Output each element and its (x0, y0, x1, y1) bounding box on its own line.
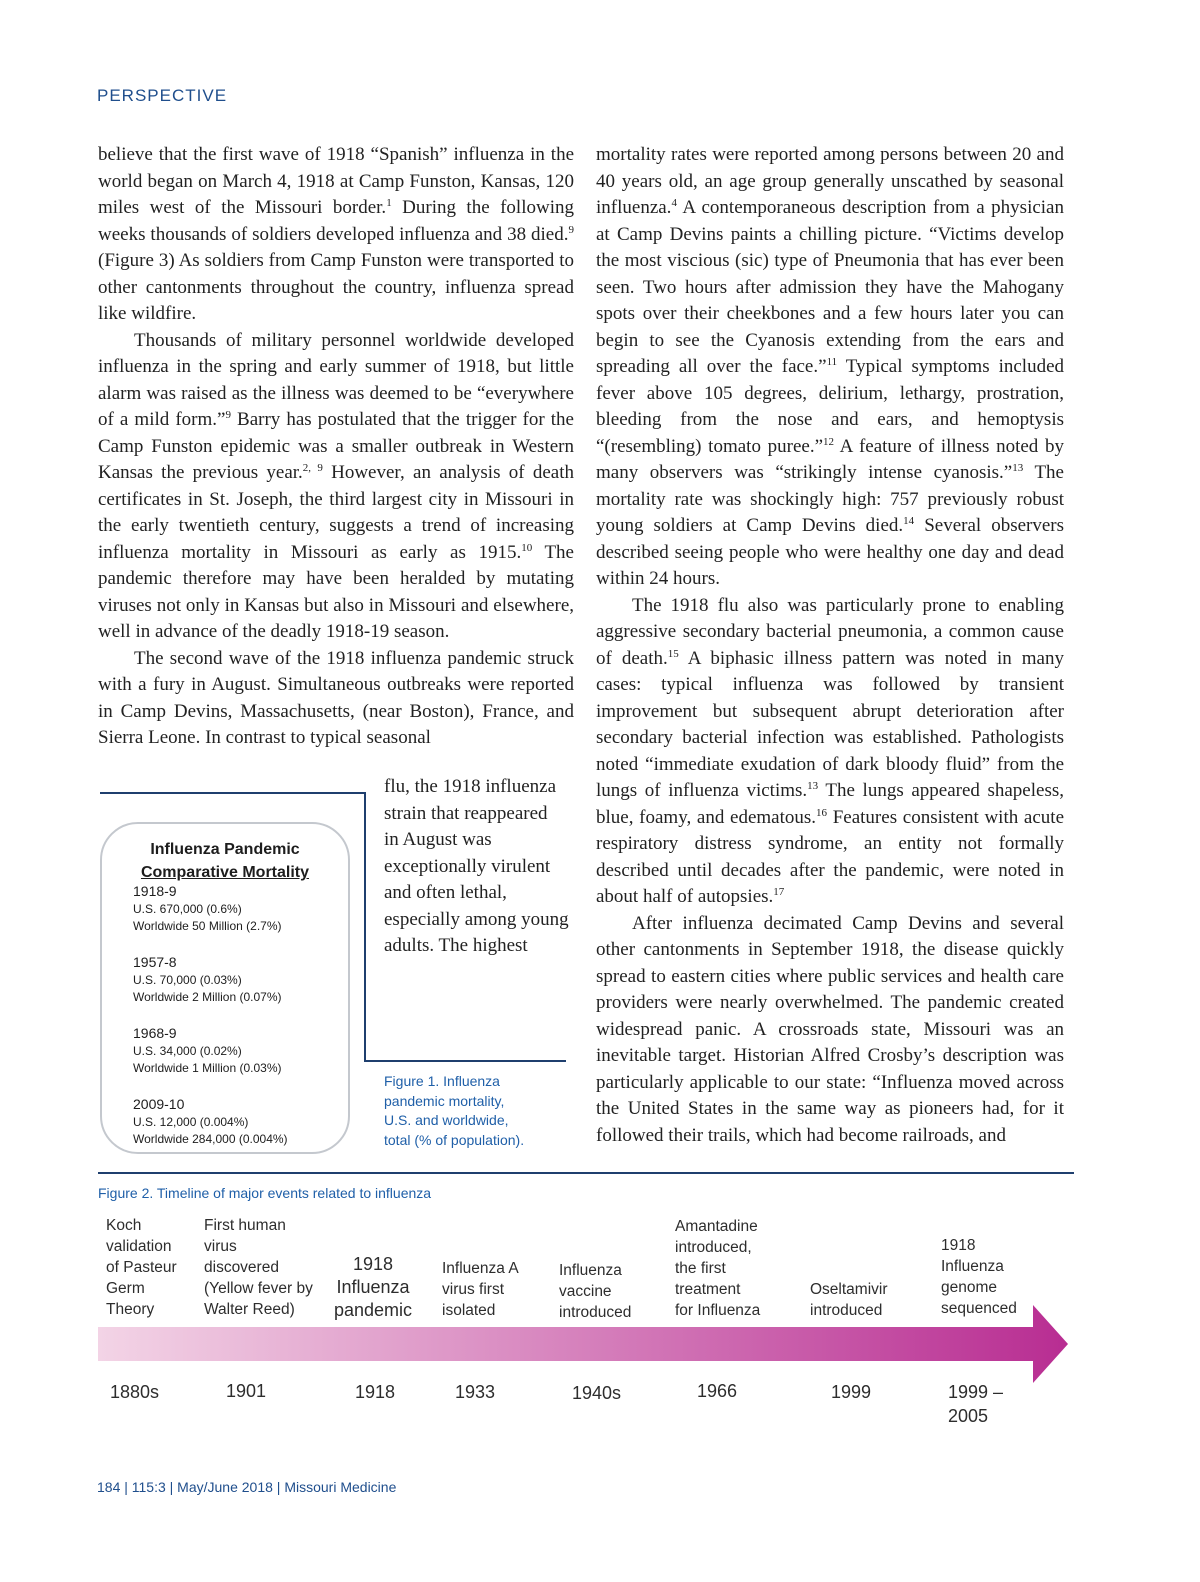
citation-marker: 2, 9 (302, 462, 323, 474)
citation-marker: 11 (826, 356, 838, 368)
text-run: The 1918 flu also was particularly prone to enabling aggressive secondary bacterial pneumonia, a common cause of death. (596, 594, 1064, 669)
section-label: PERSPECTIVE (97, 86, 228, 105)
timeline-event-line: Theory (106, 1301, 155, 1318)
mortality-entry (133, 1095, 348, 1148)
text-run: The mortality rate was shockingly high: 757 previously robust young soldiers at Camp Devins died. (596, 462, 1064, 536)
citation-marker: 13 (1012, 462, 1024, 474)
caption-line: total (% of population). (384, 1131, 525, 1148)
timeline-event-line: sequenced (941, 1300, 1017, 1317)
timeline-year-text: 1940s (572, 1383, 622, 1403)
timeline-event-line: Influenza A (442, 1260, 519, 1277)
figure1-side-rule (364, 792, 366, 1062)
figure1-top-rule (100, 792, 366, 794)
timeline-event-line: for Influenza (675, 1302, 761, 1319)
timeline-year (831, 1380, 871, 1404)
timeline-year-text: 1880s (110, 1382, 160, 1402)
text-run: A contemporaneous description from a physician at Camp Devins paints a chilling picture. “Victims develop the most viscious (sic) type of Pneumonia that has ever been seen. Two hours after admission they have the Mahogany spots over their cheekbones and a few hours later you can begin to see the Cyanosis extending from the ears and spreading all over the face.” (596, 197, 1064, 377)
timeline-event-line: isolated (442, 1302, 496, 1319)
text-run: The second wave of the 1918 influenza pandemic struck with a fury in August. Simultaneous outbreaks were reported in Camp Devins, Massachusetts, (near Boston), France, and Sierra Leone. In contrast to typical seasonal (98, 647, 574, 748)
timeline-year-text: 1999 – (948, 1382, 1004, 1402)
text-run: After influenza decimated Camp Devins and several other cantonments in September 1918, the disease quickly spread to eastern cities where public services and health care providers were nearly overwhelmed. The pandemic created widespread panic. A crossroads state, Missouri was an inevitable target. Historian Alfred Crosby’s description was particularly applicable to our state: “Influenza moved across the United States in the same way as pioneers had, for it followed their trails, which had become railroads, and (596, 912, 1064, 1146)
timeline-event-line: introduced (810, 1302, 883, 1319)
citation-marker: 15 (667, 647, 679, 660)
caption-line: U.S. and worldwide, (384, 1112, 509, 1128)
text-run: A feature of illness noted by many observers was “strikingly intense cyanosis.” (596, 435, 1064, 483)
timeline-year (572, 1381, 621, 1405)
paragraph (596, 911, 1064, 1150)
left-column-wrap-text (384, 774, 570, 960)
timeline-event-line: virus first (442, 1281, 504, 1298)
timeline-event-line: genome (941, 1279, 998, 1296)
text-line: and often lethal, (384, 882, 507, 903)
timeline-year-text: 1918 (355, 1382, 396, 1402)
mortality-entry (133, 882, 348, 935)
text-run: The pandemic therefore may have been heralded by mutating viruses not only in Kansas but also in Missouri and elsewhere, well in advance of the deadly 1918-19 season. (98, 541, 574, 642)
timeline-event-line: Germ (106, 1280, 145, 1297)
timeline-event-line: of Pasteur (106, 1259, 177, 1276)
citation-marker: 17 (773, 886, 785, 898)
timeline-event-line: Koch (106, 1217, 142, 1234)
timeline-event-line: introduced (559, 1304, 632, 1321)
timeline-year-text: 1933 (455, 1382, 496, 1402)
timeline-year (948, 1380, 1003, 1428)
mortality-us: U.S. 70,000 (0.03%) (133, 973, 242, 987)
citation-marker: 10 (521, 541, 533, 554)
mortality-worldwide: Worldwide 1 Million (0.03%) (133, 1061, 282, 1075)
paragraph (98, 646, 574, 752)
text-line: adults. The highest (384, 935, 528, 956)
citation-marker: 4 (671, 197, 677, 209)
timeline-event-line: 1918 (941, 1237, 976, 1254)
timeline-year-text: 1999 (831, 1382, 872, 1402)
citation-marker: 1 (386, 197, 392, 209)
timeline-arrow-shape (98, 1305, 1068, 1383)
mortality-worldwide: Worldwide 2 Million (0.07%) (133, 990, 282, 1004)
mortality-year: 1968-9 (133, 1025, 177, 1041)
figure1-title (100, 838, 350, 884)
text-run: mortality rates were reported among persons between 20 and 40 years old, an age group generally unscathed by seasonal influenza. (596, 144, 1064, 218)
text-run: However, an analysis of death certificates in St. Joseph, the third largest city in Missouri in the early twentieth century, suggests a trend of increasing influenza mortality in Missouri as early as 1915. (98, 462, 575, 563)
text-line: exceptionally virulent (384, 855, 551, 877)
caption-line: Figure 1. Influenza (384, 1073, 500, 1089)
citation-marker: 9 (225, 409, 231, 421)
timeline-event-line: vaccine (559, 1283, 612, 1300)
text-run: (Figure 3) As soldiers from Camp Funston were transported to other cantonments throughout the country, influenza spread like wildfire. (98, 250, 574, 324)
timeline-event-line: pandemic (334, 1300, 413, 1320)
paragraph (596, 142, 1064, 593)
figure1-title-line: Influenza Pandemic (150, 841, 300, 858)
timeline-event-line: First human (204, 1217, 286, 1234)
text-run: During the following weeks thousands of soldiers developed influenza and 38 died. (98, 197, 574, 245)
citation-marker: 14 (903, 515, 915, 527)
text-run: The lungs appeared shapeless, blue, foamy, and edematous. (596, 780, 1064, 828)
figure1-title-line: Comparative Mortality (140, 864, 310, 881)
figure1-bottom-rule (364, 1060, 566, 1062)
timeline-year-text: 1901 (226, 1381, 267, 1401)
mortality-year: 1957-8 (133, 954, 177, 970)
figure2-caption: Figure 2. Timeline of major events related to influenza (98, 1185, 432, 1201)
timeline-event-line: 1918 (353, 1254, 394, 1274)
timeline-year-text: 1966 (697, 1381, 738, 1401)
paragraph (98, 328, 574, 646)
text-run: believe that the first wave of 1918 “Spanish” influenza in the world began on March 4, 1918 at Camp Funston, Kansas, 120 miles west of the Missouri border. (98, 144, 574, 218)
citation-marker: 13 (807, 780, 819, 792)
timeline-event-line: treatment (675, 1281, 741, 1298)
right-column-text (596, 142, 1064, 1149)
timeline-arrow (98, 1305, 1070, 1383)
timeline-event-line: (Yellow fever by (204, 1280, 313, 1297)
text-run: Features consistent with acute respiratory distress syndrome, an entity not formally described until decades after the pandemic, were noted in about half of autopsies. (596, 806, 1065, 907)
figure1-caption (384, 1072, 559, 1150)
citation-marker: 9 (568, 223, 574, 236)
mortality-entry (133, 953, 348, 1006)
mortality-us: U.S. 670,000 (0.6%) (133, 902, 242, 916)
timeline-event-line: introduced, (675, 1239, 752, 1256)
timeline-event-line: Influenza (941, 1258, 1004, 1275)
mortality-worldwide: Worldwide 284,000 (0.004%) (133, 1132, 288, 1146)
text-run: A biphasic illness pattern was noted in many cases: typical influenza was followed by transient improvement but subsequent abrupt deterioration after secondary bacterial infection was established. Pathologists noted “immediate exudation of dark bloody fluid” from the lungs of influenza victims. (596, 647, 1064, 801)
mortality-us: U.S. 12,000 (0.004%) (133, 1115, 249, 1129)
text-line: strain that reappeared (384, 802, 548, 824)
timeline-event-line: Influenza (559, 1262, 622, 1279)
timeline-event-line: discovered (204, 1259, 279, 1276)
timeline-year (455, 1380, 495, 1404)
timeline-year (110, 1380, 159, 1404)
timeline-year-text: 2005 (948, 1406, 989, 1426)
text-run: Thousands of military personnel worldwide developed influenza in the spring and early summer of 1918, but little alarm was raised as the illness was deemed to be “everywhere of a mild form.” (98, 329, 574, 430)
paragraph (98, 142, 574, 328)
timeline-event-line: Amantadine (675, 1218, 758, 1235)
citation-marker: 12 (823, 435, 834, 448)
timeline-event-line: the first (675, 1260, 726, 1277)
text-run: Several observers described seeing people who were healthy one day and dead within 24 hours. (596, 515, 1064, 589)
left-column-text (98, 142, 574, 752)
text-run: Barry has postulated that the trigger for the Camp Funston epidemic was a smaller outbreak in Western Kansas the previous year. (98, 409, 574, 483)
page-footer: 184 | 115:3 | May/June 2018 | Missouri Medicine (97, 1479, 397, 1495)
timeline-event-line: validation (106, 1238, 172, 1255)
mortality-year: 1918-9 (133, 883, 177, 899)
mortality-us: U.S. 34,000 (0.02%) (133, 1044, 242, 1058)
mortality-entry (133, 1024, 348, 1077)
timeline-event-line: Walter Reed) (204, 1301, 295, 1318)
timeline-event-line: Influenza (336, 1277, 410, 1297)
mortality-year: 2009-10 (133, 1096, 185, 1112)
timeline-event-line: Oseltamivir (810, 1281, 888, 1298)
mortality-worldwide: Worldwide 50 Million (2.7%) (133, 919, 282, 933)
caption-line: pandemic mortality, (384, 1092, 505, 1109)
text-line: especially among young (384, 908, 569, 930)
text-run: Typical symptoms included fever above 105 degrees, delirium, lethargy, prostration, bleeding from the nose and ears, and hemoptysis “(resembling) tomato puree.” (596, 356, 1064, 457)
text-line: flu, the 1918 influenza (384, 776, 557, 797)
paragraph (596, 593, 1064, 911)
timeline-year (355, 1380, 395, 1404)
timeline-event-line: virus (204, 1238, 237, 1255)
citation-marker: 16 (816, 806, 828, 819)
figure2-top-rule (98, 1172, 1074, 1174)
text-line: in August was (384, 829, 492, 850)
